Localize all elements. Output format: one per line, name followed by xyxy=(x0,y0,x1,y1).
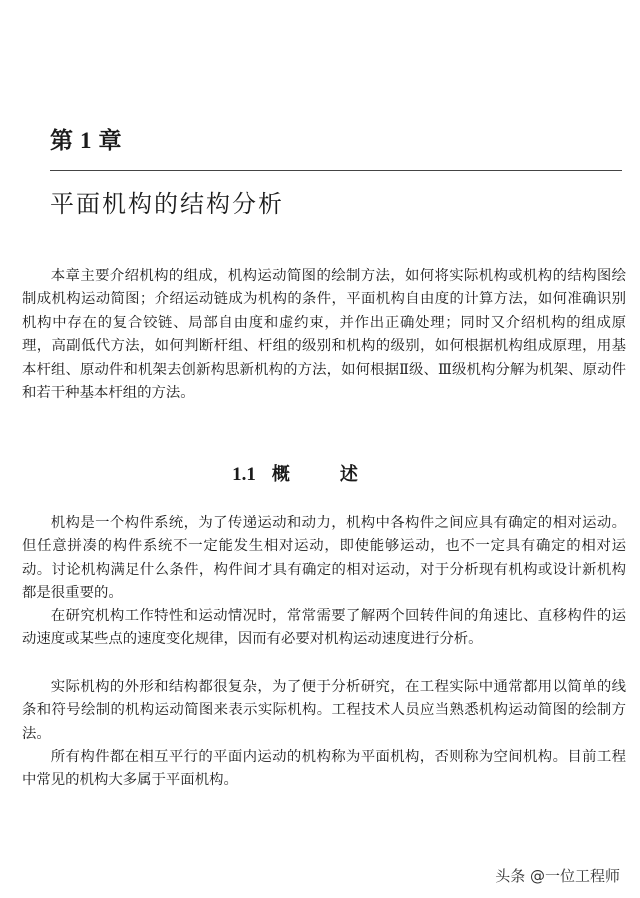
chapter-number: 1 xyxy=(80,128,93,153)
body-paragraph: 所有构件都在相互平行的平面内运动的机构称为平面机构，否则称为空间机构。目前工程中常见的机构大多属于平面机构。 xyxy=(22,749,626,789)
section-number: 1.1 xyxy=(232,464,256,485)
chapter-divider xyxy=(50,170,622,171)
chapter-label xyxy=(50,122,123,155)
section-title: 概述 xyxy=(271,464,408,485)
chapter-prefix: 第 xyxy=(50,128,74,154)
chapter-intro-paragraph: 本章主要介绍机构的组成，机构运动简图的绘制方法，如何将实际机构或机构的结构图绘制成机构运动简图；介绍运动链成为机构的条件，平面机构自由度的计算方法，如何准确识别机构中存在的复合铰链、局部自由度和虚约束，并作出正确处理；同时又介绍机构的组成原理，高副低代方法，如何判断杆组、杆组的级别和机构的级别，如何根据机构组成原理，用基本杆组、原动件和机架去创新构思新机构的方法，如何根据Ⅱ级、Ⅲ级机构分解为机架、原动件和若干种基本杆组的方法。 xyxy=(22,268,626,402)
section-heading xyxy=(0,460,640,486)
watermark: 头条 @一位工程师 xyxy=(495,867,620,885)
body-paragraph: 实际机构的外形和结构都很复杂，为了便于分析研究，在工程实际中通常都用以简单的线条和符号绘制的机构运动简图来表示实际机构。工程技术人员应当熟悉机构运动简图的绘制方法。 xyxy=(22,679,626,742)
body-paragraph: 在研究机构工作特性和运动情况时，常常需要了解两个回转件间的角速比、直移构件的运动速度或某些点的速度变化规律，因而有必要对机构运动速度进行分析。 xyxy=(22,608,626,648)
body-paragraph: 机构是一个构件系统，为了传递运动和动力，机构中各构件之间应具有确定的相对运动。但任意拼凑的构件系统不一定能发生相对运动，即使能够运动，也不一定具有确定的相对运动。讨论机构满足什么条件，构件间才具有确定的相对运动，对于分析现有机构或设计新机构都是很重要的。 xyxy=(22,515,626,602)
chapter-title: 平面机构的结构分析 xyxy=(50,190,284,218)
chapter-suffix: 章 xyxy=(98,128,123,154)
